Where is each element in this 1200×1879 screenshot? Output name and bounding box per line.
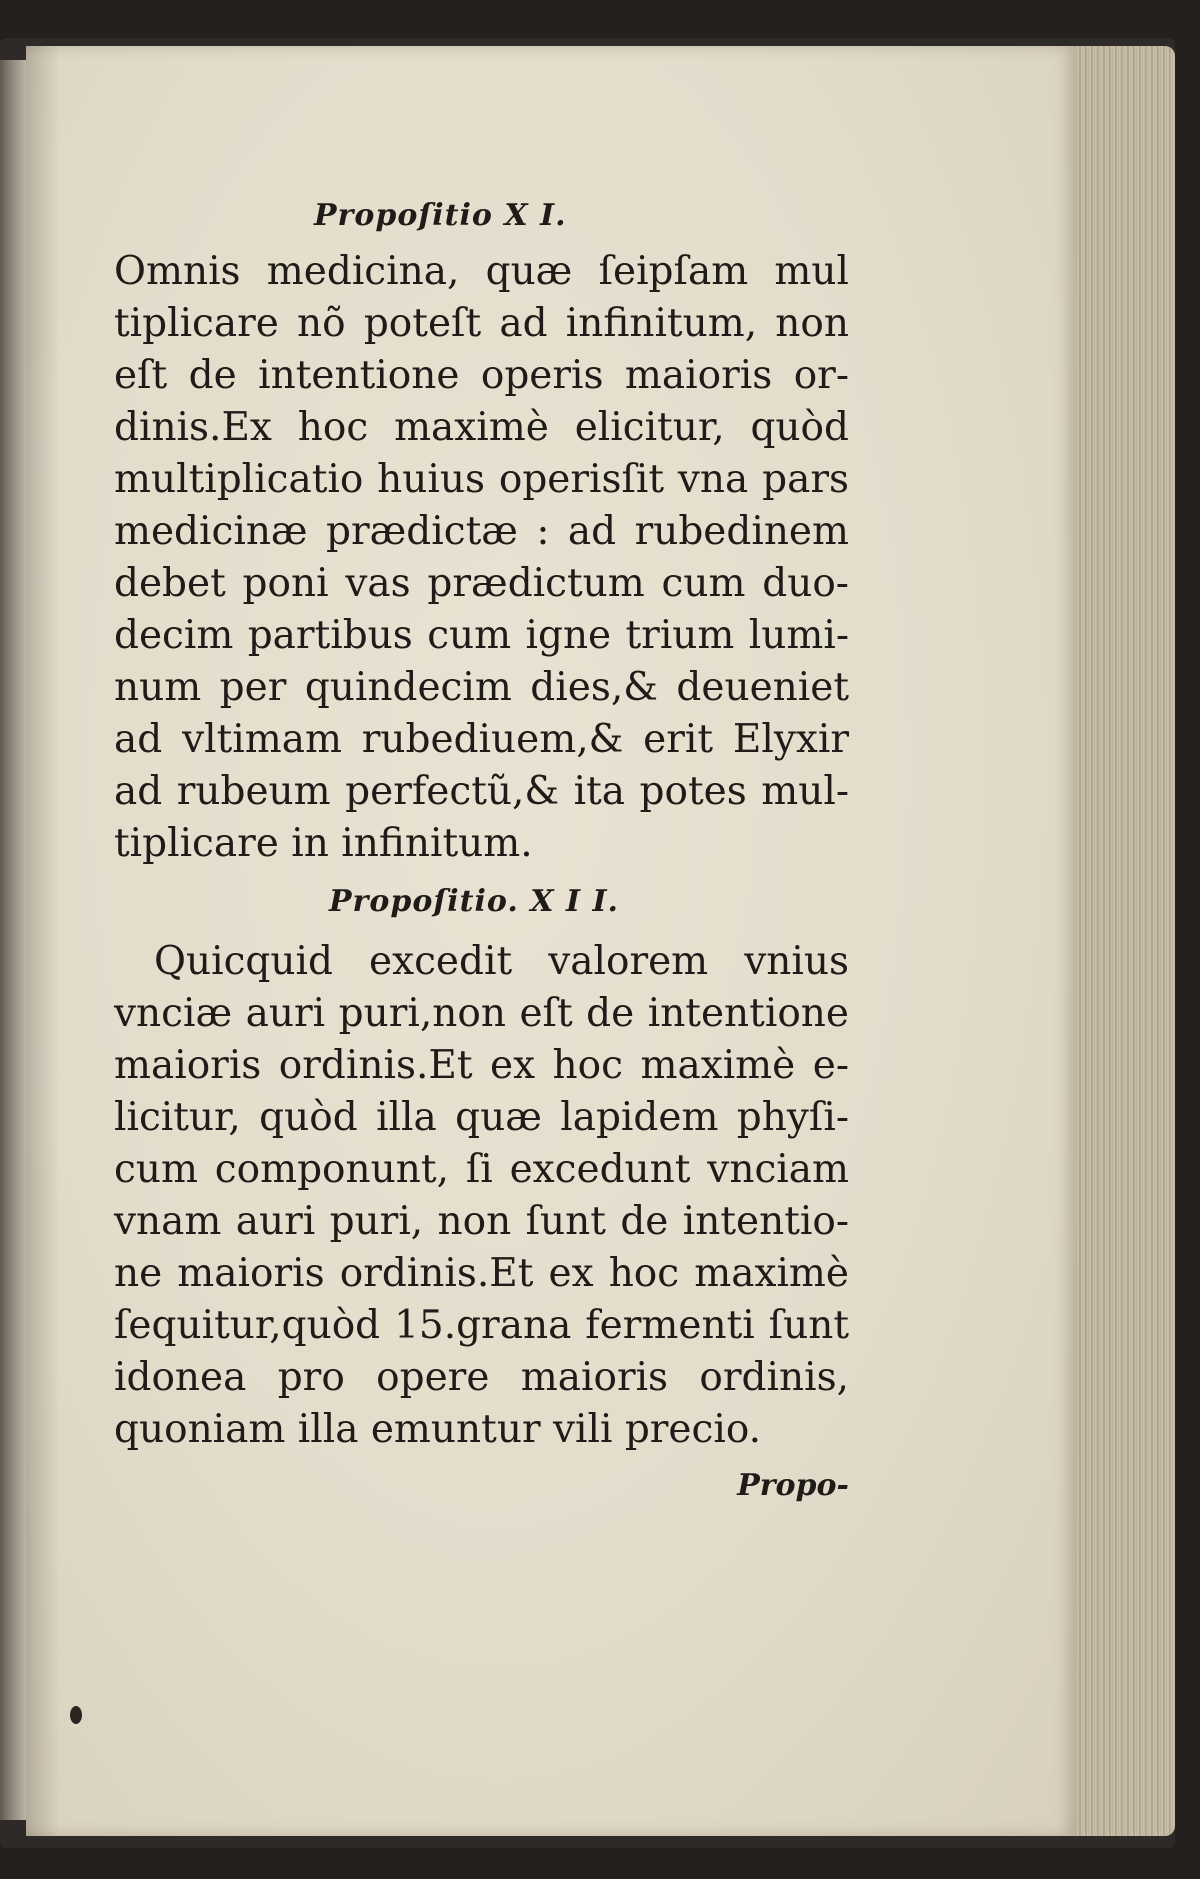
text-line: vnam auri puri, non ſunt de intentio- [114,1199,849,1244]
text-line: licitur, quòd illa quæ lapidem phyſi- [114,1095,849,1140]
page-edges [1070,46,1175,1836]
paragraph-prop-11 [114,246,849,870]
text-line: ad rubeum perfectũ,& ita potes mul- [114,769,849,814]
text-line: decim partibus cum igne trium lumi- [114,613,849,658]
text-line: tiplicare nõ poteſt ad infinitum, non [114,301,849,346]
text-line: multiplicatio huius operisſit vna pars [114,457,849,502]
text-line: Omnis medicina, quæ ſeipſam mul [114,249,849,294]
page-crease [26,46,60,1836]
text-line: dinis.Ex hoc maximè elicitur, quòd [114,405,849,450]
text-line: medicinæ prædictæ : ad rubedinem [114,509,849,554]
text-line: cum componunt, ſi excedunt vnciam [114,1147,849,1192]
ink-speck [70,1706,82,1724]
text-line: vnciæ auri puri,non eſt de intentione [114,991,849,1036]
book-binding [0,60,26,1820]
heading-prop-11: Propoſitio X I. [314,198,567,233]
text-line: idonea pro opere maioris ordinis, [114,1355,849,1400]
text-line: Quicquid excedit valorem vnius [154,939,849,984]
paragraph-prop-12 [114,936,849,1456]
heading-prop-12: Propoſitio. X I I. [329,884,619,919]
text-line: tiplicare in infinitum. [114,821,533,866]
text-line: quoniam illa emuntur vili precio. [114,1407,762,1452]
text-line: num per quindecim dies,& deueniet [114,665,849,710]
text-line: debet poni vas prædictum cum duo- [114,561,849,606]
catchword: Propo- [737,1468,849,1503]
text-line: ad vltimam rubediuem,& erit Elyxir [114,717,849,762]
text-line: ſequitur,quòd 15.grana fermenti ſunt [114,1303,849,1348]
book-page [26,46,1076,1836]
text-line: ne maioris ordinis.Et ex hoc maximè [114,1251,849,1296]
text-block [114,196,849,1508]
text-line: eſt de intentione operis maioris or- [114,353,849,398]
text-line: maioris ordinis.Et ex hoc maximè e- [114,1043,849,1088]
